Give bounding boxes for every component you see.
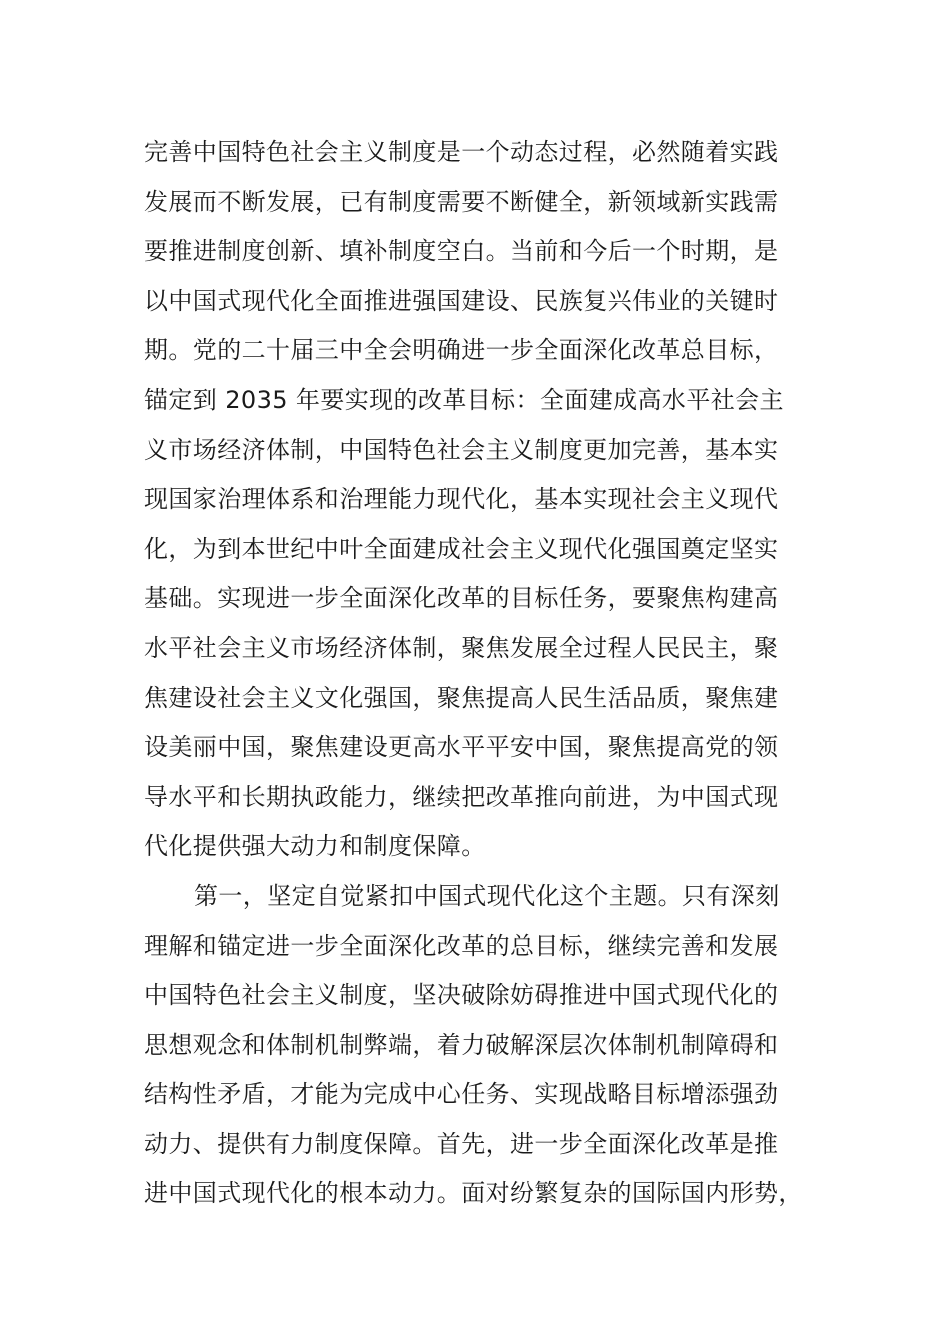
text-line: 结构性矛盾，才能为完成中心任务、实现战略目标增添强劲 <box>144 1080 779 1109</box>
text-line: 动力、提供有力制度保障。首先，进一步全面深化改革是推 <box>144 1129 779 1158</box>
text-line: 化，为到本世纪中叶全面建成社会主义现代化强国奠定坚实 <box>144 534 779 563</box>
text-line: 以中国式现代化全面推进强国建设、民族复兴伟业的关键时 <box>144 286 779 315</box>
paragraph-1 <box>144 128 804 872</box>
text-line: 代化提供强大动力和制度保障。 <box>144 832 486 861</box>
text-line: 锚定到 2035 年要实现的改革目标：全面建成高水平社会主 <box>144 385 784 414</box>
text-line: 发展而不断发展，已有制度需要不断健全，新领域新实践需 <box>144 187 779 216</box>
text-line: 现国家治理体系和治理能力现代化，基本实现社会主义现代 <box>144 485 779 514</box>
text-line: 思想观念和体制机制弊端，着力破解深层次体制机制障碍和 <box>144 1030 779 1059</box>
text-line: 基础。实现进一步全面深化改革的目标任务，要聚焦构建高 <box>144 584 779 613</box>
text-line: 进中国式现代化的根本动力。面对纷繁复杂的国际国内形势， <box>144 1179 803 1208</box>
paragraph-2 <box>144 872 804 1219</box>
text-line: 完善中国特色社会主义制度是一个动态过程，必然随着实践 <box>144 138 779 166</box>
text-line: 义市场经济体制，中国特色社会主义制度更加完善，基本实 <box>144 435 779 464</box>
text-line: 中国特色社会主义制度，坚决破除妨碍推进中国式现代化的 <box>144 981 779 1010</box>
text-line: 导水平和长期执政能力，继续把改革推向前进，为中国式现 <box>144 782 779 811</box>
text-line: 要推进制度创新、填补制度空白。当前和今后一个时期，是 <box>144 237 779 266</box>
text-line: 第一，坚定自觉紧扣中国式现代化这个主题。只有深刻 <box>194 881 780 910</box>
document-body <box>144 128 804 1219</box>
text-line: 理解和锚定进一步全面深化改革的总目标，继续完善和发展 <box>144 931 779 960</box>
text-line: 水平社会主义市场经济体制，聚焦发展全过程人民民主，聚 <box>144 633 779 662</box>
text-line: 期。党的二十届三中全会明确进一步全面深化改革总目标， <box>144 336 779 365</box>
text-line: 焦建设社会主义文化强国，聚焦提高人民生活品质，聚焦建 <box>144 683 779 712</box>
text-line: 设美丽中国，聚焦建设更高水平平安中国，聚焦提高党的领 <box>144 733 779 762</box>
